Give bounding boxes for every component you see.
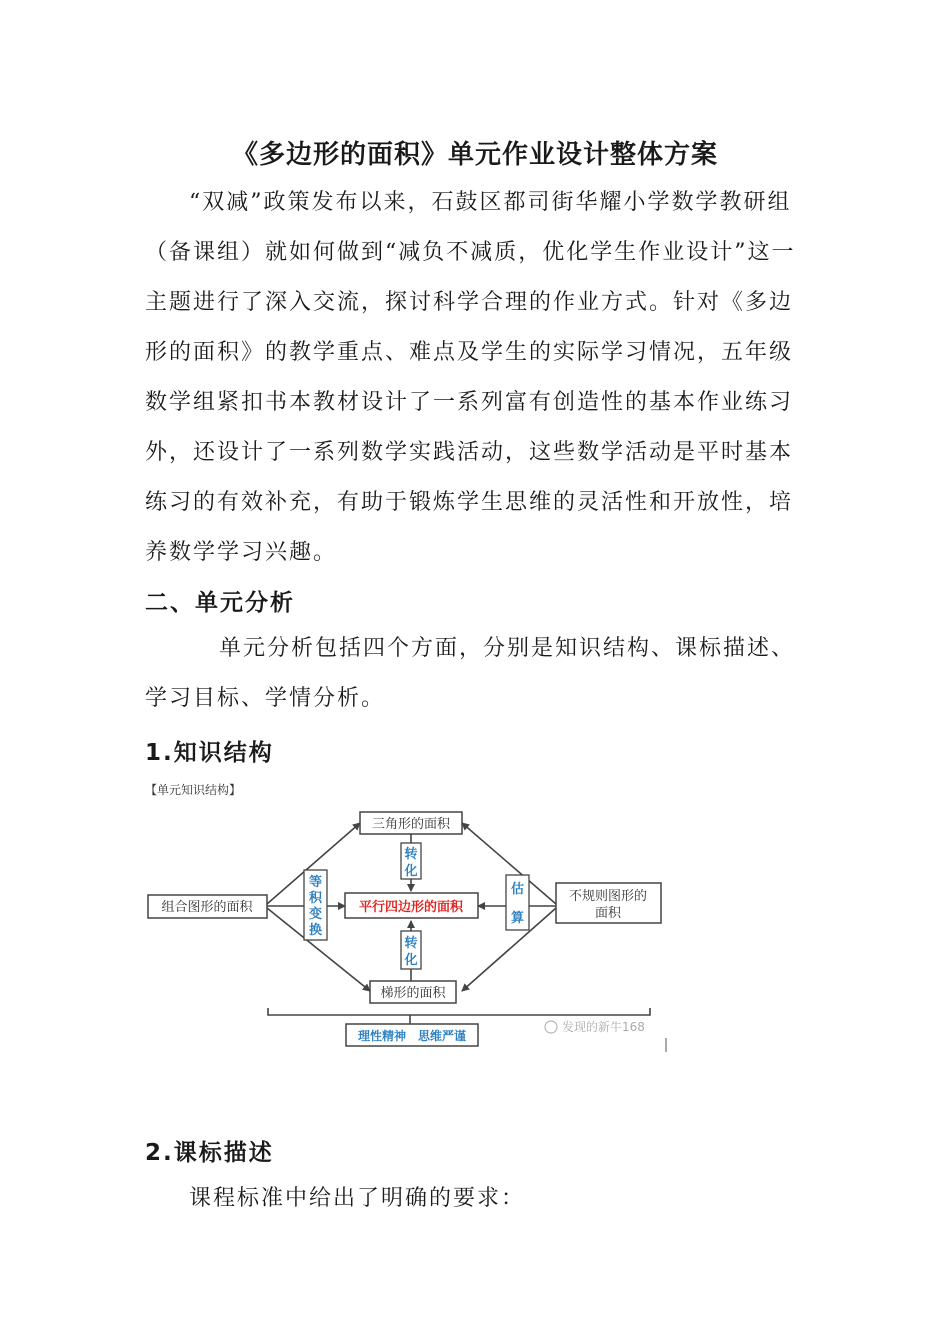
estimate-char-2: 算 (510, 911, 525, 926)
sub2-heading: 2.课标描述 (145, 1140, 274, 1166)
sub2-paragraph (145, 1174, 807, 1224)
node-spirit-label: 理性精神 思维严谨 (357, 1029, 467, 1043)
equal-area-char-4: 换 (308, 923, 323, 938)
sub1-heading: 1.知识结构 (145, 740, 274, 766)
node-trapezoid (370, 981, 456, 1003)
label-transform-bottom (401, 931, 421, 969)
transform-top-char-2: 化 (404, 864, 418, 879)
node-irregular-label-1: 不规则图形的 (568, 889, 648, 904)
equal-area-char-3: 变 (308, 907, 323, 922)
node-irregular (556, 883, 661, 923)
equal-area-char-1: 等 (308, 875, 323, 890)
label-transform-top (401, 843, 421, 879)
transform-top-char-1: 转 (404, 847, 418, 862)
node-trapezoid-label: 梯形的面积 (380, 986, 446, 1001)
node-composite (148, 895, 267, 918)
sub2-text: 课程标准中给出了明确的要求： (189, 1186, 526, 1211)
node-composite-label: 组合图形的面积 (161, 900, 253, 915)
label-equal-area (304, 870, 327, 940)
diagram-label: 【单元知识结构】 (145, 783, 242, 797)
watermark-text: 发现的新牛168 (562, 1020, 645, 1034)
node-triangle-label: 三角形的面积 (371, 817, 451, 832)
estimate-char-1: 估 (510, 882, 525, 897)
node-irregular-label-2: 面积 (594, 906, 622, 921)
watermark-icon (545, 1021, 557, 1033)
equal-area-char-2: 积 (308, 891, 323, 906)
section2-heading: 二、单元分析 (145, 590, 295, 616)
label-estimate (506, 875, 529, 930)
watermark (545, 1019, 645, 1034)
node-triangle (360, 812, 462, 834)
node-parallelogram-label: 平行四边形的面积 (358, 900, 464, 915)
transform-bottom-char-1: 转 (404, 936, 418, 951)
page-title: 《多边形的面积》单元作业设计整体方案 (231, 140, 718, 170)
intro-text: “双减”政策发布以来，石鼓区都司街华耀小学数学教研组（备课组）就如何做到“减负不减质，优化学生作业设计”这一主题进行了深入交流，探讨科学合理的作业方式。针对《多边形的面积》的教学重点、难点及学生的实际学习情况，五年级数学组紧扣书本教材设计了一系列富有创造性的基本作业练习外，还设计了一系列数学实践活动，这些数学活动是平时基本练习的有效补充，有助于锻炼学生思维的灵活性和开放性，培养数学学习兴趣。 (145, 190, 796, 565)
node-spirit (346, 1024, 478, 1046)
transform-bottom-char-2: 化 (404, 953, 418, 968)
section2-text: 单元分析包括四个方面，分别是知识结构、课标描述、学习目标、学情分析。 (145, 636, 796, 711)
node-parallelogram (345, 893, 478, 918)
